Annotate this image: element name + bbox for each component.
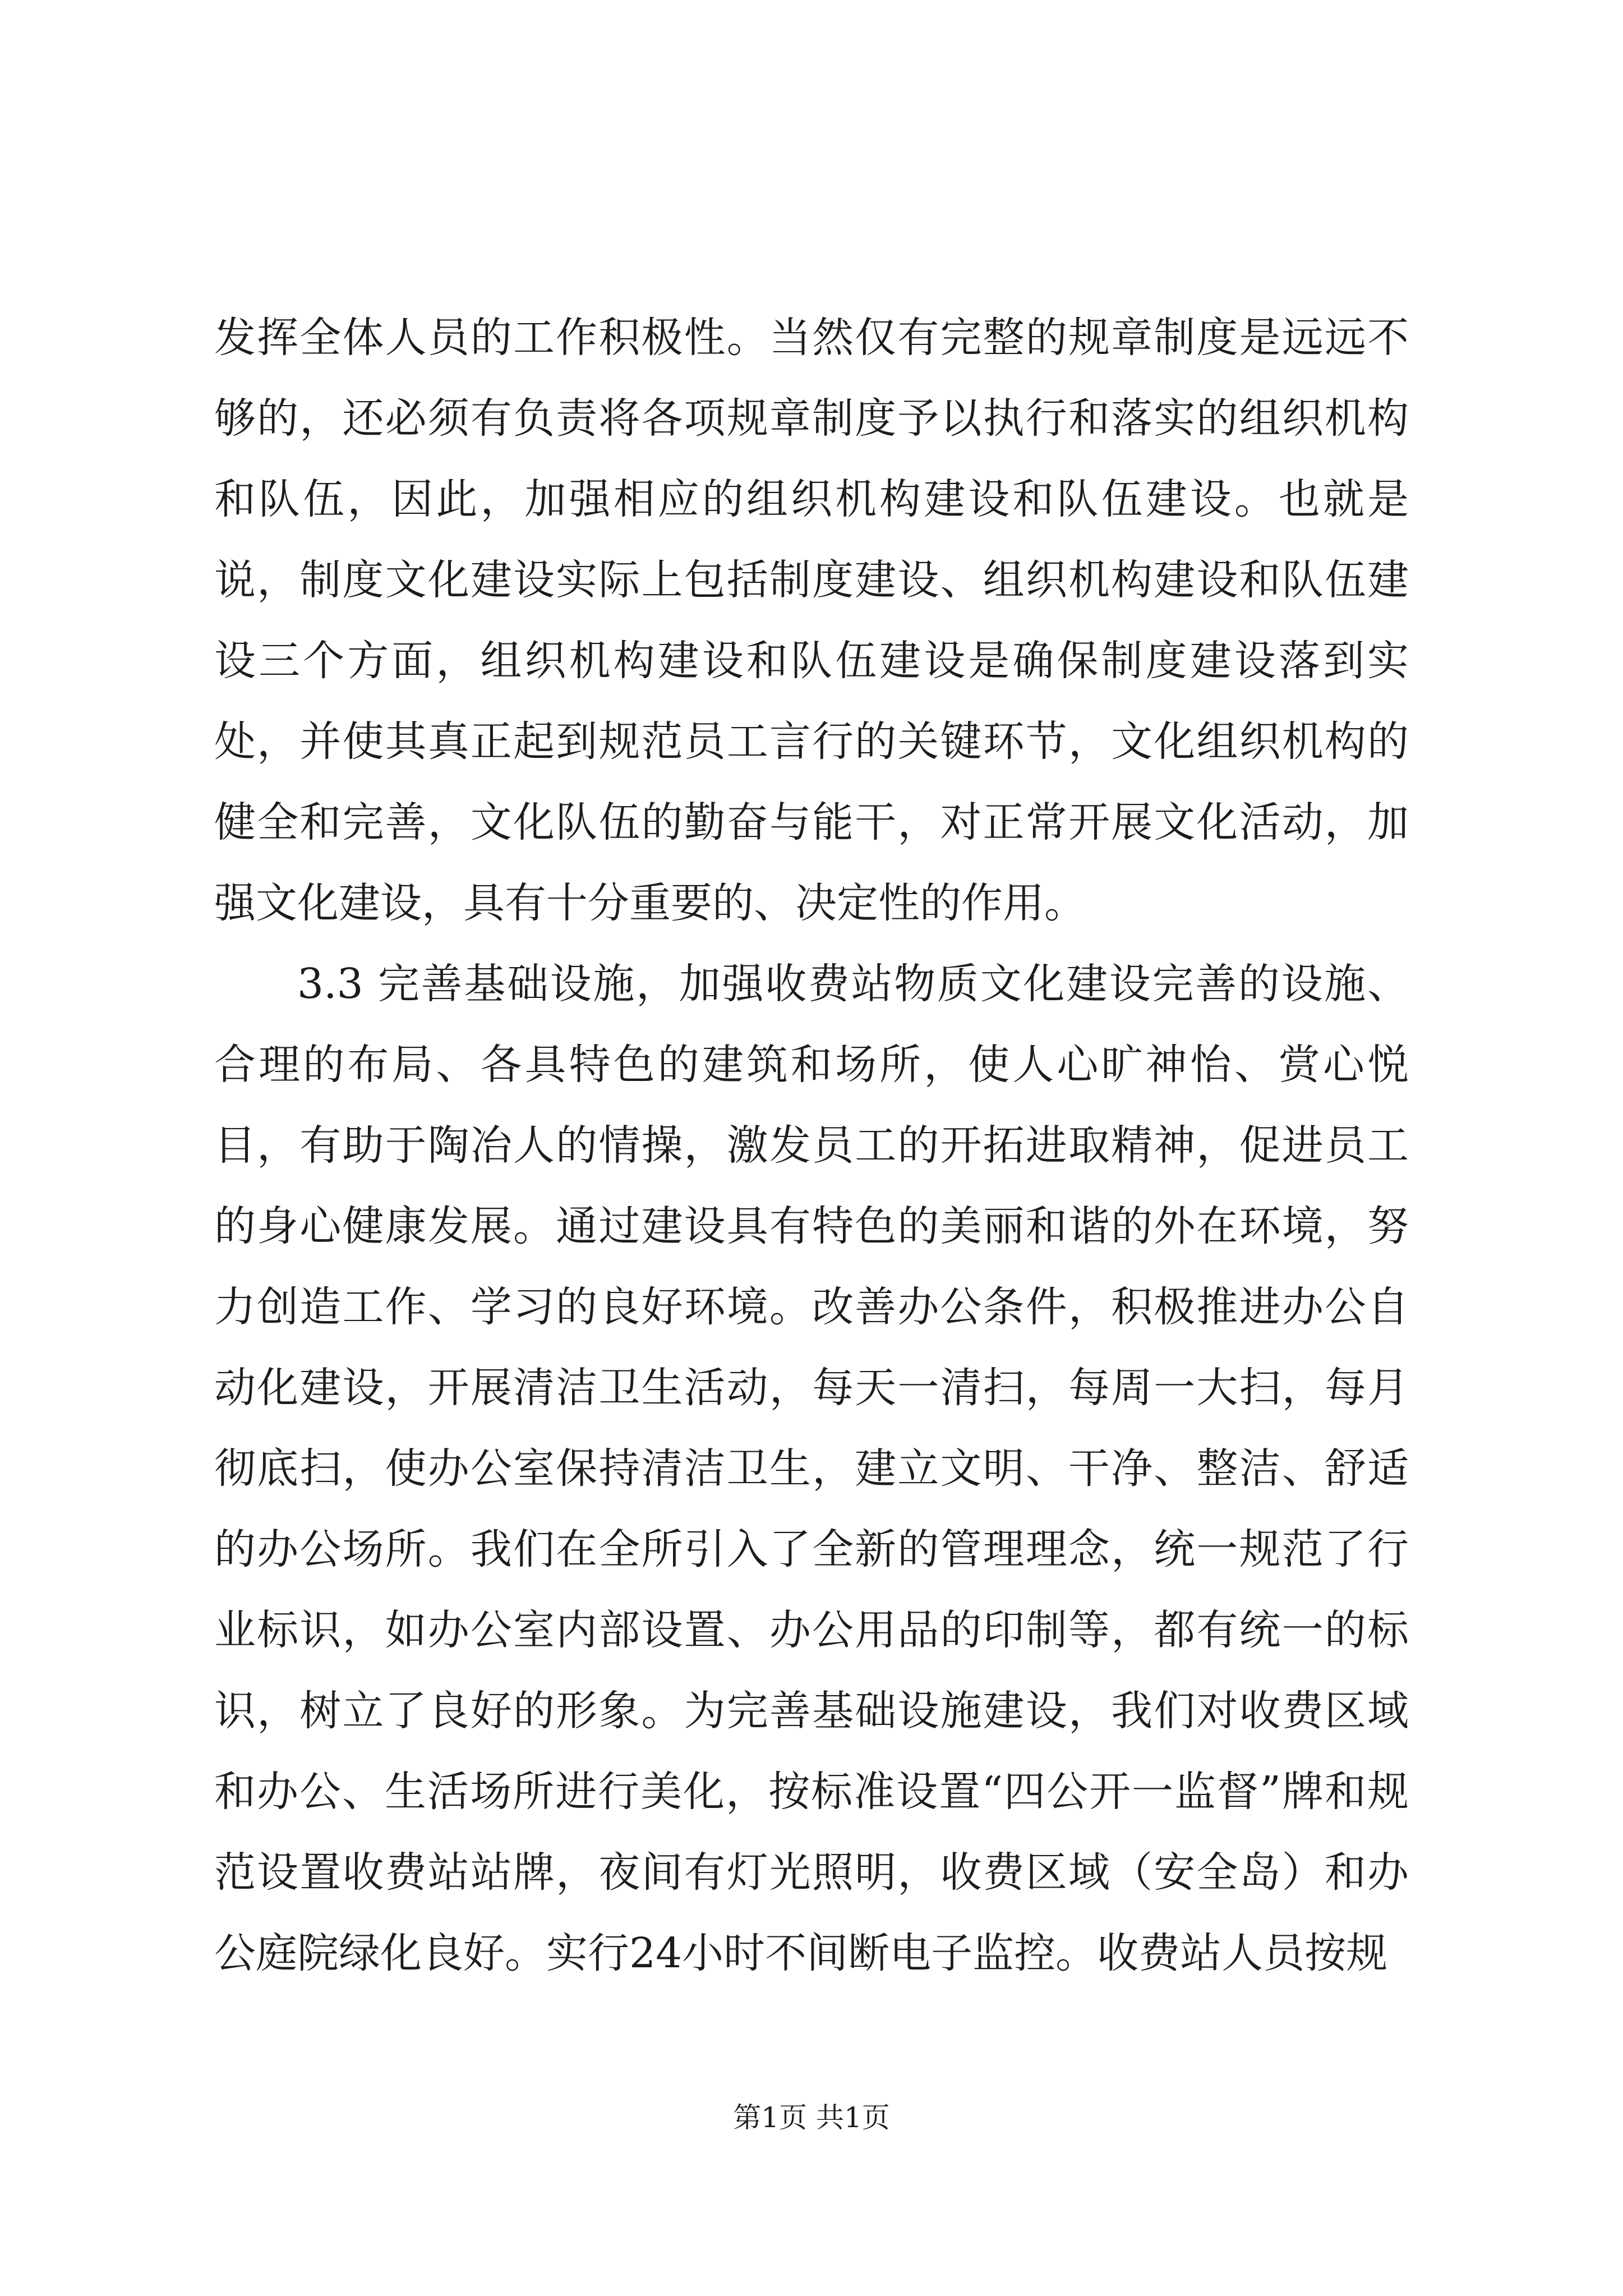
- body-text: [214, 297, 1409, 1994]
- paragraph-section-3-3: 3.3 完善基础设施，加强收费站物质文化建设完善的设施、合理的布局、各具特色的建筑和场所，使人心旷神怡、赏心悦目，有助于陶冶人的情操，激发员工的开拓进取精神，促进员工的身心健康发展。通过建设具有特色的美丽和谐的外在环境，努力创造工作、学习的良好环境。改善办公条件，积极推进办公自动化建设，开展清洁卫生活动，每天一清扫，每周一大扫，每月彻底扫，使办公室保持清洁卫生，建立文明、干净、整洁、舒适的办公场所。我们在全所引入了全新的管理理念，统一规范了行业标识，如办公室内部设置、办公用品的印制等，都有统一的标识，树立了良好的形象。为完善基础设施建设，我们对收费区域和办公、生活场所进行美化，按标准设置“四公开一监督”牌和规范设置收费站站牌，夜间有灯光照明，收费区域（安全岛）和办公庭院绿化良好。实行24小时不间断电子监控。收费站人员按规: [214, 960, 1409, 1977]
- page-footer: 第1页 共1页: [733, 2101, 890, 2134]
- paragraph-continuation: 发挥全体人员的工作积极性。当然仅有完整的规章制度是远远不够的，还必须有负责将各项规章制度予以执行和落实的组织机构和队伍，因此，加强相应的组织机构建设和队伍建设。也就是说，制度文化建设实际上包括制度建设、组织机构建设和队伍建设三个方面，组织机构建设和队伍建设是确保制度建设落到实处，并使其真正起到规范员工言行的关键环节，文化组织机构的健全和完善，文化队伍的勤奋与能干，对正常开展文化活动，加强文化建设，具有十分重要的、决定性的作用。: [214, 314, 1409, 927]
